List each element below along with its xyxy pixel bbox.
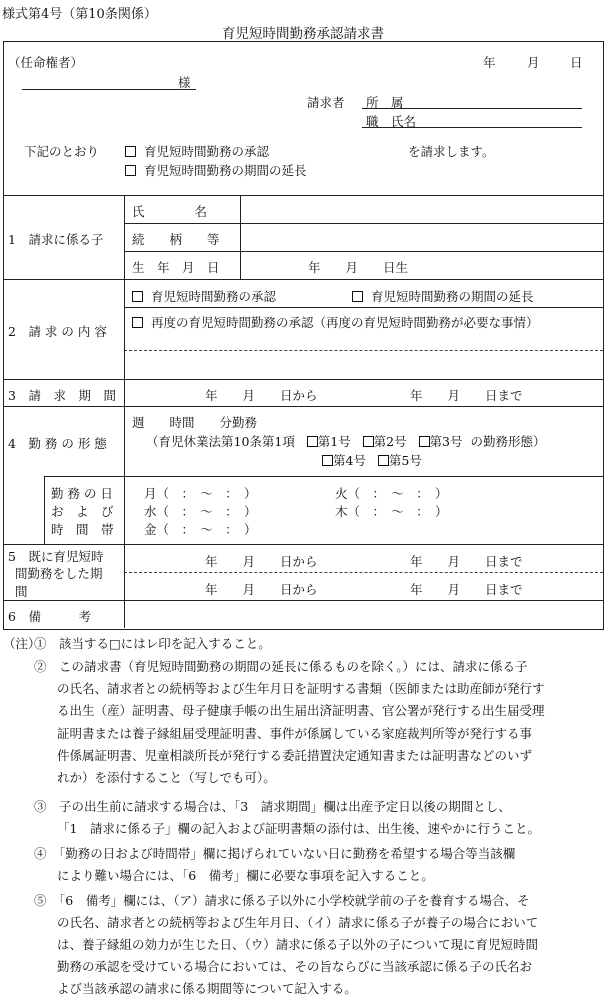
date-day: 日 xyxy=(570,55,583,70)
checkbox-no3[interactable] xyxy=(419,436,430,447)
content-opt-extension[interactable]: 育児短時間勤務の期間の延長 xyxy=(352,287,533,305)
days-label-3: 時 間 帯 xyxy=(51,522,114,537)
note-5-line: よび当該承認の請求に係る期間等について記入する。 xyxy=(57,981,357,996)
requester-name-label: 職 氏名 xyxy=(366,114,417,129)
section6-label: 6 備 考 xyxy=(8,609,91,624)
weekly-hours[interactable]: 週 時間 分勤務 xyxy=(132,415,258,430)
days-label-1: 勤 務 の 日 xyxy=(51,486,113,501)
note-2-line: の氏名、請求者との続柄等および生年月日を証明する書類（医師または助産師が発行す xyxy=(57,681,545,696)
period-to[interactable]: 年 月 日まで xyxy=(410,388,523,403)
note-4-line: により難い場合には、「6 備考」欄に必要な事項を記入すること。 xyxy=(57,868,434,883)
intro-text: 下記のとおり xyxy=(24,144,100,159)
date-year: 年 xyxy=(483,55,496,70)
note-5-line: は、養子縁組の効力が生じた日、（ウ）請求に係る子以外の子について現に育児短時間 xyxy=(57,937,539,952)
section3-label: 3 請 求 期 間 xyxy=(8,388,116,403)
honorific: 様 xyxy=(178,75,191,90)
note-1: ① 該当する□にはレ印を記入すること。 xyxy=(34,636,271,651)
row-divider xyxy=(3,379,603,380)
row-divider xyxy=(124,307,603,308)
form-id: 様式第4号（第10条関係） xyxy=(2,7,157,22)
date-month: 月 xyxy=(527,55,540,70)
row-divider xyxy=(3,279,603,280)
monday-hours[interactable]: 月（ ： 〜 ： ） xyxy=(144,486,257,501)
note-5-line: 勤務の承認を受けている場合においては、その旨ならびに当該承認に係る子の氏名お xyxy=(57,959,533,974)
row-divider xyxy=(3,544,603,545)
note-2-line: 件係属証明書、児童相談所長が発行する委託措置決定通知書または証明書などのいず xyxy=(57,748,533,763)
checkbox[interactable] xyxy=(125,165,136,176)
note-2-line: 証明書または養子縁組届受理証明書、事件が係属している家庭裁判所等が発行する事 xyxy=(57,726,533,741)
label-column-divider xyxy=(124,476,125,628)
checkbox[interactable] xyxy=(132,317,143,328)
wednesday-hours[interactable]: 水（ ： 〜 ： ） xyxy=(144,504,257,519)
days-label-2: お よ び xyxy=(51,504,114,519)
row-divider xyxy=(124,251,603,252)
period-from[interactable]: 年 月 日から xyxy=(205,388,318,403)
past-period-to-2[interactable]: 年 月 日まで xyxy=(410,582,523,597)
checkbox[interactable] xyxy=(132,291,143,302)
content-opt-reapproval[interactable]: 再度の育児短時間勤務の承認（再度の育児短時間勤務が必要な事情） xyxy=(132,313,538,331)
note-5-line: の氏名、請求者との続柄等および生年月日、（イ）請求に係る子が養子の場合において xyxy=(57,915,539,930)
tuesday-hours[interactable]: 火（ ： 〜 ： ） xyxy=(335,486,448,501)
row-divider xyxy=(124,223,603,224)
checkbox[interactable] xyxy=(352,291,363,302)
notes-prefix: （注） xyxy=(3,636,41,651)
request-suffix: を請求します。 xyxy=(408,144,495,159)
checkbox[interactable] xyxy=(125,146,136,157)
note-2-line: ② この請求書（育児短時間勤務の期間の延長に係るものを除く。）には、請求に係る子 xyxy=(34,659,528,674)
section2-label: 2 請 求 の 内 容 xyxy=(8,324,107,339)
past-period-from-2[interactable]: 年 月 日から xyxy=(205,582,318,597)
content-opt-approval[interactable]: 育児短時間勤務の承認 xyxy=(132,287,276,305)
past-period-from-1[interactable]: 年 月 日から xyxy=(205,554,318,569)
sub-column-divider xyxy=(240,195,241,279)
friday-hours[interactable]: 金（ ： 〜 ： ） xyxy=(144,522,257,537)
dashed-divider xyxy=(124,350,603,351)
row-divider xyxy=(44,476,603,477)
note-2-line: れか）を添付すること（写しでも可）。 xyxy=(57,770,276,785)
section5-label-1: 5 既に育児短時 xyxy=(8,549,104,564)
checkbox-no5[interactable] xyxy=(378,455,389,466)
row-divider xyxy=(3,195,603,196)
section5-label-3: 間 xyxy=(15,584,28,599)
approval-option[interactable]: 育児短時間勤務の承認 xyxy=(125,142,269,160)
child-birth-field[interactable]: 年 月 日生 xyxy=(308,260,409,275)
note-4-line: ④ 「勤務の日および時間帯」欄に掲げられていない日に勤務を希望する場合等当該欄 xyxy=(34,846,516,861)
remarks-field[interactable] xyxy=(126,601,602,627)
checkbox-no4[interactable] xyxy=(322,455,333,466)
label-column-divider xyxy=(124,195,125,476)
appointer-name-line[interactable] xyxy=(22,89,196,90)
sub-label-divider xyxy=(44,476,45,544)
law-reference-2: 第4号 第5号 xyxy=(322,451,422,469)
requester-name-field[interactable] xyxy=(362,127,582,128)
appointer-label: （任命権者） xyxy=(8,55,84,70)
child-name-label: 氏 名 xyxy=(132,204,208,219)
affiliation-field[interactable] xyxy=(362,108,582,109)
dashed-divider xyxy=(124,572,603,573)
affiliation-label: 所 属 xyxy=(366,95,404,110)
checkbox-no2[interactable] xyxy=(363,436,374,447)
note-3-line: 「1 請求に係る子」欄の記入および証明書類の添付は、出生後、速やかに行うこと。 xyxy=(57,821,540,836)
requester-label: 請求者 xyxy=(307,95,345,110)
child-birth-label: 生 年 月 日 xyxy=(132,260,220,275)
extension-option[interactable]: 育児短時間勤務の期間の延長 xyxy=(125,161,306,179)
section5-label-2: 間勤務をした期 xyxy=(15,566,103,581)
form-title: 育児短時間勤務承認請求書 xyxy=(222,26,384,42)
child-relation-label: 続 柄 等 xyxy=(132,232,220,247)
past-period-to-1[interactable]: 年 月 日まで xyxy=(410,554,523,569)
note-2-line: る出生（産）証明書、母子健康手帳の出生届出済証明書、官公署が発行する出生届受理 xyxy=(57,703,545,718)
row-divider xyxy=(3,406,603,407)
note-3-line: ③ 子の出生前に請求する場合は、「3 請求期間」欄は出産予定日以後の期間とし、 xyxy=(34,799,511,814)
checkbox-no1[interactable] xyxy=(307,436,318,447)
section1-label: 1 請求に係る子 xyxy=(8,232,104,247)
note-5-line: ⑤ 「6 備考」欄には、（ア）請求に係る子以外に小学校就学前の子を養育する場合、そ xyxy=(34,893,530,908)
law-reference: （育児休業法第10条第1項 第1号 第2号 第3号 の勤務形態） xyxy=(146,434,546,449)
section4-label: 4 勤 務 の 形 態 xyxy=(8,436,107,451)
thursday-hours[interactable]: 木（ ： 〜 ： ） xyxy=(335,504,448,519)
